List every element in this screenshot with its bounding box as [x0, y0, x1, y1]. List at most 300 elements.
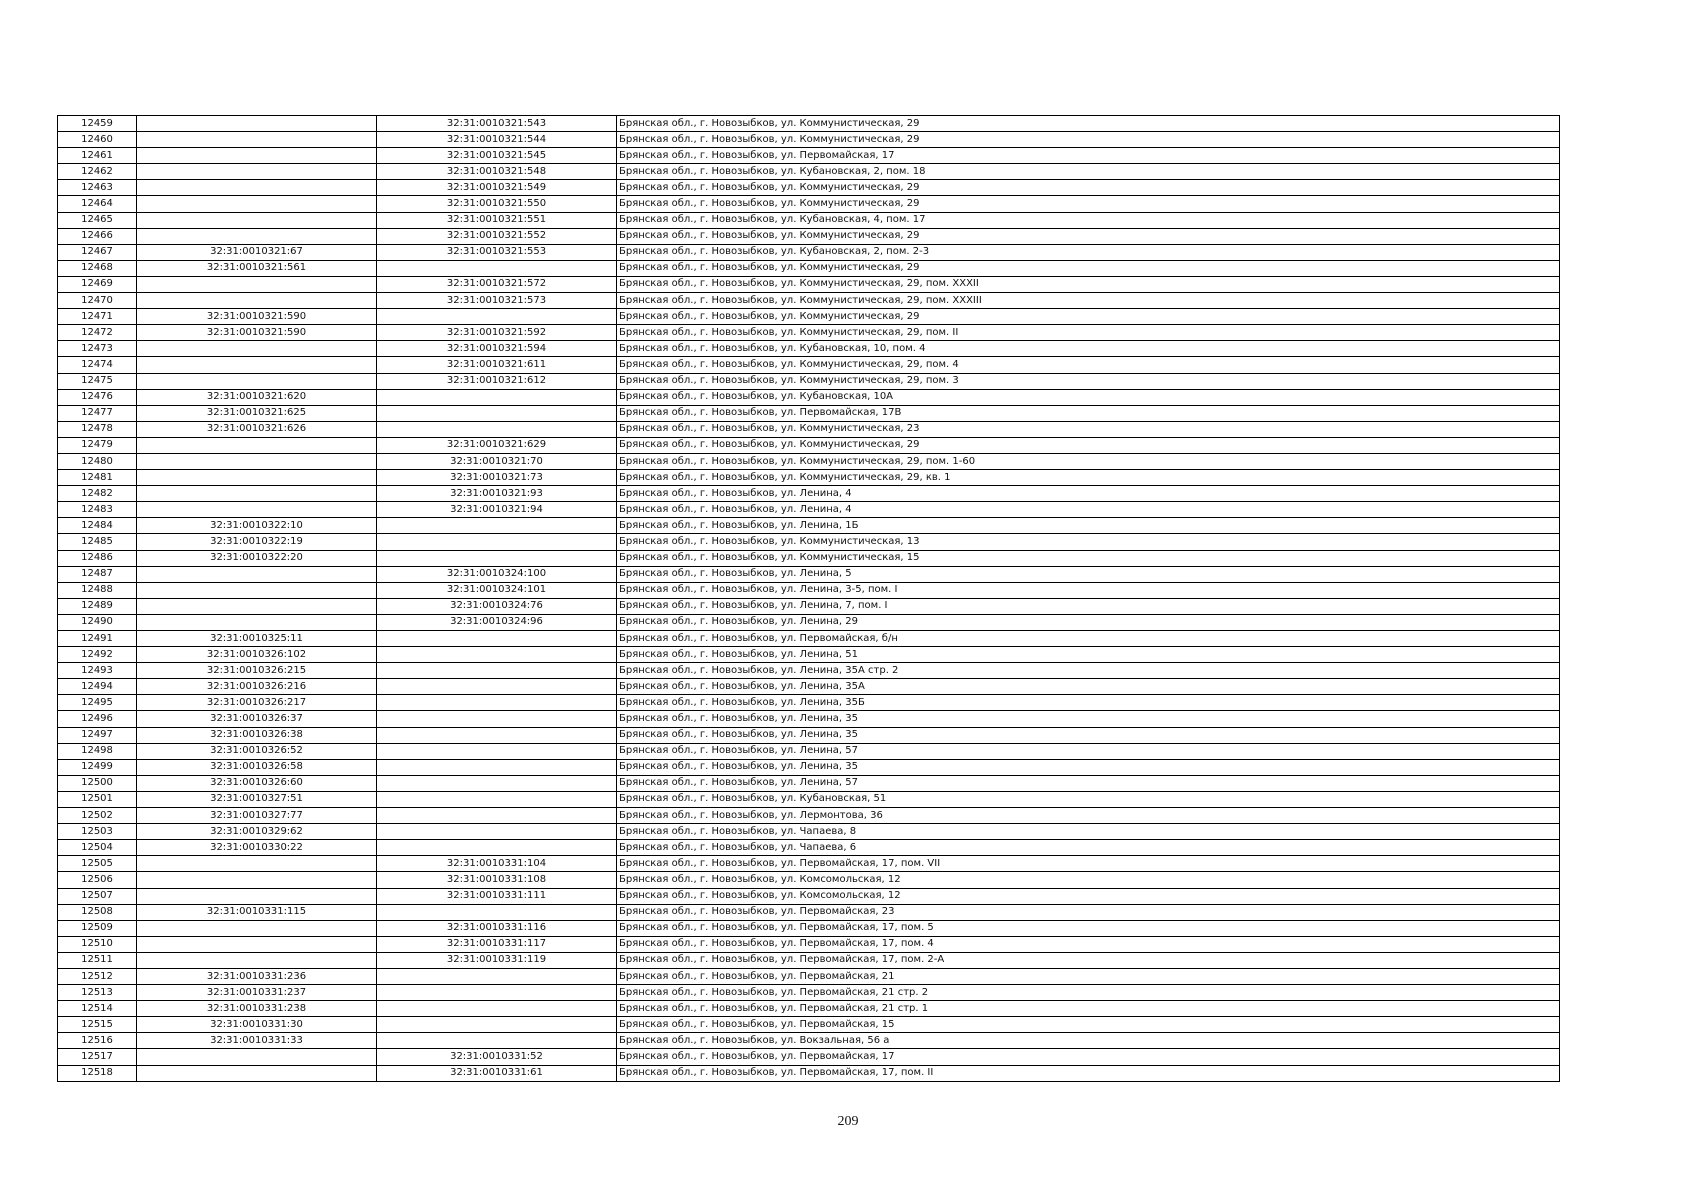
building-cadastral-number-cell — [377, 840, 617, 856]
address-cell: Брянская обл., г. Новозыбков, ул. Кубановская, 2, пом. 18 — [617, 164, 1560, 180]
row-number-cell: 12494 — [58, 679, 137, 695]
row-number-cell: 12467 — [58, 244, 137, 260]
table-row — [58, 582, 1560, 598]
row-number-cell: 12500 — [58, 775, 137, 791]
land-cadastral-number-cell — [137, 293, 377, 309]
table-row — [58, 228, 1560, 244]
land-cadastral-number-cell — [137, 132, 377, 148]
table-row — [58, 405, 1560, 421]
table-row — [58, 679, 1560, 695]
address-cell: Брянская обл., г. Новозыбков, ул. Кубановская, 51 — [617, 791, 1560, 807]
land-cadastral-number-cell — [137, 164, 377, 180]
building-cadastral-number-cell: 32:31:0010321:612 — [377, 373, 617, 389]
building-cadastral-number-cell: 32:31:0010321:572 — [377, 276, 617, 292]
land-cadastral-number-cell — [137, 196, 377, 212]
address-cell: Брянская обл., г. Новозыбков, ул. Коммунистическая, 29 — [617, 260, 1560, 276]
building-cadastral-number-cell — [377, 550, 617, 566]
row-number-cell: 12472 — [58, 325, 137, 341]
building-cadastral-number-cell — [377, 808, 617, 824]
building-cadastral-number-cell — [377, 824, 617, 840]
land-cadastral-number-cell — [137, 341, 377, 357]
address-cell: Брянская обл., г. Новозыбков, ул. Лермонтова, 36 — [617, 808, 1560, 824]
building-cadastral-number-cell — [377, 260, 617, 276]
address-cell: Брянская обл., г. Новозыбков, ул. Коммунистическая, 29, пом. 1-60 — [617, 453, 1560, 469]
row-number-cell: 12517 — [58, 1049, 137, 1065]
address-cell: Брянская обл., г. Новозыбков, ул. Кубановская, 2, пом. 2-3 — [617, 244, 1560, 260]
address-cell: Брянская обл., г. Новозыбков, ул. Ленина, 7, пом. I — [617, 598, 1560, 614]
land-cadastral-number-cell: 32:31:0010326:216 — [137, 679, 377, 695]
building-cadastral-number-cell: 32:31:0010331:52 — [377, 1049, 617, 1065]
table-row — [58, 566, 1560, 582]
building-cadastral-number-cell — [377, 775, 617, 791]
table-row — [58, 808, 1560, 824]
table-row — [58, 325, 1560, 341]
address-cell: Брянская обл., г. Новозыбков, ул. Первомайская, 17 — [617, 148, 1560, 164]
land-cadastral-number-cell: 32:31:0010322:19 — [137, 534, 377, 550]
address-cell: Брянская обл., г. Новозыбков, ул. Ленина, 35 — [617, 711, 1560, 727]
address-cell: Брянская обл., г. Новозыбков, ул. Коммунистическая, 29, пом. XXXII — [617, 276, 1560, 292]
land-cadastral-number-cell — [137, 614, 377, 630]
address-cell: Брянская обл., г. Новозыбков, ул. Ленина, 35А стр. 2 — [617, 663, 1560, 679]
land-cadastral-number-cell — [137, 180, 377, 196]
address-cell: Брянская обл., г. Новозыбков, ул. Коммунистическая, 15 — [617, 550, 1560, 566]
address-cell: Брянская обл., г. Новозыбков, ул. Коммунистическая, 29, пом. XXXIII — [617, 293, 1560, 309]
table-row — [58, 968, 1560, 984]
row-number-cell: 12484 — [58, 518, 137, 534]
table-row — [58, 453, 1560, 469]
row-number-cell: 12499 — [58, 759, 137, 775]
address-cell: Брянская обл., г. Новозыбков, ул. Чапаева, 8 — [617, 824, 1560, 840]
address-cell: Брянская обл., г. Новозыбков, ул. Первомайская, 21 — [617, 968, 1560, 984]
land-cadastral-number-cell — [137, 936, 377, 952]
land-cadastral-number-cell: 32:31:0010331:115 — [137, 904, 377, 920]
building-cadastral-number-cell — [377, 985, 617, 1001]
table-row — [58, 212, 1560, 228]
land-cadastral-number-cell — [137, 212, 377, 228]
row-number-cell: 12466 — [58, 228, 137, 244]
building-cadastral-number-cell — [377, 679, 617, 695]
land-cadastral-number-cell — [137, 582, 377, 598]
land-cadastral-number-cell: 32:31:0010326:102 — [137, 647, 377, 663]
building-cadastral-number-cell — [377, 421, 617, 437]
address-cell: Брянская обл., г. Новозыбков, ул. Ленина, 4 — [617, 502, 1560, 518]
land-cadastral-number-cell — [137, 470, 377, 486]
row-number-cell: 12514 — [58, 1001, 137, 1017]
land-cadastral-number-cell — [137, 502, 377, 518]
building-cadastral-number-cell — [377, 904, 617, 920]
land-cadastral-number-cell: 32:31:0010327:77 — [137, 808, 377, 824]
row-number-cell: 12459 — [58, 116, 137, 132]
building-cadastral-number-cell: 32:31:0010321:553 — [377, 244, 617, 260]
address-cell: Брянская обл., г. Новозыбков, ул. Первомайская, 23 — [617, 904, 1560, 920]
row-number-cell: 12462 — [58, 164, 137, 180]
address-cell: Брянская обл., г. Новозыбков, ул. Ленина, 5 — [617, 566, 1560, 582]
land-cadastral-number-cell: 32:31:0010331:236 — [137, 968, 377, 984]
land-cadastral-number-cell — [137, 437, 377, 453]
row-number-cell: 12464 — [58, 196, 137, 212]
land-cadastral-number-cell — [137, 920, 377, 936]
land-cadastral-number-cell — [137, 856, 377, 872]
land-cadastral-number-cell: 32:31:0010322:10 — [137, 518, 377, 534]
row-number-cell: 12495 — [58, 695, 137, 711]
row-number-cell: 12512 — [58, 968, 137, 984]
address-cell: Брянская обл., г. Новозыбков, ул. Коммунистическая, 29 — [617, 180, 1560, 196]
row-number-cell: 12478 — [58, 421, 137, 437]
row-number-cell: 12504 — [58, 840, 137, 856]
land-cadastral-number-cell: 32:31:0010321:626 — [137, 421, 377, 437]
address-cell: Брянская обл., г. Новозыбков, ул. Кубановская, 10, пом. 4 — [617, 341, 1560, 357]
table-row — [58, 727, 1560, 743]
table-row — [58, 743, 1560, 759]
row-number-cell: 12471 — [58, 309, 137, 325]
row-number-cell: 12481 — [58, 470, 137, 486]
land-cadastral-number-cell — [137, 1049, 377, 1065]
building-cadastral-number-cell: 32:31:0010321:594 — [377, 341, 617, 357]
building-cadastral-number-cell — [377, 663, 617, 679]
table-row — [58, 470, 1560, 486]
row-number-cell: 12489 — [58, 598, 137, 614]
address-cell: Брянская обл., г. Новозыбков, ул. Коммунистическая, 29, кв. 1 — [617, 470, 1560, 486]
land-cadastral-number-cell — [137, 486, 377, 502]
row-number-cell: 12483 — [58, 502, 137, 518]
address-cell: Брянская обл., г. Новозыбков, ул. Ленина, 35А — [617, 679, 1560, 695]
land-cadastral-number-cell: 32:31:0010321:590 — [137, 309, 377, 325]
address-cell: Брянская обл., г. Новозыбков, ул. Первомайская, 21 стр. 2 — [617, 985, 1560, 1001]
land-cadastral-number-cell — [137, 952, 377, 968]
address-cell: Брянская обл., г. Новозыбков, ул. Первомайская, 17, пом. 2-А — [617, 952, 1560, 968]
land-cadastral-number-cell: 32:31:0010321:620 — [137, 389, 377, 405]
table-row — [58, 293, 1560, 309]
land-cadastral-number-cell — [137, 148, 377, 164]
row-number-cell: 12503 — [58, 824, 137, 840]
land-cadastral-number-cell: 32:31:0010322:20 — [137, 550, 377, 566]
row-number-cell: 12516 — [58, 1033, 137, 1049]
land-cadastral-number-cell — [137, 228, 377, 244]
table-row — [58, 180, 1560, 196]
building-cadastral-number-cell: 32:31:0010321:94 — [377, 502, 617, 518]
table-row — [58, 647, 1560, 663]
table-row — [58, 985, 1560, 1001]
land-cadastral-number-cell — [137, 566, 377, 582]
row-number-cell: 12493 — [58, 663, 137, 679]
address-cell: Брянская обл., г. Новозыбков, ул. Коммунистическая, 29 — [617, 116, 1560, 132]
table-row — [58, 148, 1560, 164]
table-row — [58, 486, 1560, 502]
page-number: 209 — [837, 1114, 859, 1129]
address-cell: Брянская обл., г. Новозыбков, ул. Ленина, 4 — [617, 486, 1560, 502]
land-cadastral-number-cell: 32:31:0010321:590 — [137, 325, 377, 341]
table-row — [58, 550, 1560, 566]
table-row — [58, 421, 1560, 437]
row-number-cell: 12460 — [58, 132, 137, 148]
table-row — [58, 502, 1560, 518]
building-cadastral-number-cell — [377, 1017, 617, 1033]
row-number-cell: 12505 — [58, 856, 137, 872]
row-number-cell: 12461 — [58, 148, 137, 164]
row-number-cell: 12475 — [58, 373, 137, 389]
table-row — [58, 824, 1560, 840]
land-cadastral-number-cell: 32:31:0010326:58 — [137, 759, 377, 775]
table-row — [58, 357, 1560, 373]
row-number-cell: 12501 — [58, 791, 137, 807]
table-row — [58, 341, 1560, 357]
table-row — [58, 276, 1560, 292]
building-cadastral-number-cell: 32:31:0010331:61 — [377, 1065, 617, 1081]
building-cadastral-number-cell: 32:31:0010321:548 — [377, 164, 617, 180]
registry-table-body — [58, 116, 1560, 1082]
building-cadastral-number-cell — [377, 647, 617, 663]
row-number-cell: 12490 — [58, 614, 137, 630]
table-row — [58, 373, 1560, 389]
address-cell: Брянская обл., г. Новозыбков, ул. Коммунистическая, 29 — [617, 132, 1560, 148]
address-cell: Брянская обл., г. Новозыбков, ул. Первомайская, б/н — [617, 631, 1560, 647]
table-row — [58, 663, 1560, 679]
building-cadastral-number-cell: 32:31:0010331:117 — [377, 936, 617, 952]
building-cadastral-number-cell: 32:31:0010324:100 — [377, 566, 617, 582]
row-number-cell: 12515 — [58, 1017, 137, 1033]
row-number-cell: 12473 — [58, 341, 137, 357]
row-number-cell: 12474 — [58, 357, 137, 373]
address-cell: Брянская обл., г. Новозыбков, ул. Ленина, 35 — [617, 759, 1560, 775]
address-cell: Брянская обл., г. Новозыбков, ул. Коммунистическая, 29, пом. 4 — [617, 357, 1560, 373]
table-row — [58, 695, 1560, 711]
address-cell: Брянская обл., г. Новозыбков, ул. Ленина, 1Б — [617, 518, 1560, 534]
land-cadastral-number-cell: 32:31:0010326:217 — [137, 695, 377, 711]
land-cadastral-number-cell: 32:31:0010331:237 — [137, 985, 377, 1001]
address-cell: Брянская обл., г. Новозыбков, ул. Первомайская, 21 стр. 1 — [617, 1001, 1560, 1017]
row-number-cell: 12498 — [58, 743, 137, 759]
table-row — [58, 631, 1560, 647]
land-cadastral-number-cell — [137, 357, 377, 373]
land-cadastral-number-cell: 32:31:0010331:33 — [137, 1033, 377, 1049]
row-number-cell: 12510 — [58, 936, 137, 952]
land-cadastral-number-cell: 32:31:0010321:67 — [137, 244, 377, 260]
address-cell: Брянская обл., г. Новозыбков, ул. Ленина, 29 — [617, 614, 1560, 630]
address-cell: Брянская обл., г. Новозыбков, ул. Коммунистическая, 29, пом. 3 — [617, 373, 1560, 389]
address-cell: Брянская обл., г. Новозыбков, ул. Ленина, 35 — [617, 727, 1560, 743]
table-row — [58, 260, 1560, 276]
land-cadastral-number-cell: 32:31:0010326:52 — [137, 743, 377, 759]
address-cell: Брянская обл., г. Новозыбков, ул. Кубановская, 4, пом. 17 — [617, 212, 1560, 228]
row-number-cell: 12506 — [58, 872, 137, 888]
building-cadastral-number-cell — [377, 1001, 617, 1017]
building-cadastral-number-cell: 32:31:0010321:543 — [377, 116, 617, 132]
row-number-cell: 12468 — [58, 260, 137, 276]
building-cadastral-number-cell: 32:31:0010331:111 — [377, 888, 617, 904]
land-cadastral-number-cell — [137, 888, 377, 904]
row-number-cell: 12491 — [58, 631, 137, 647]
land-cadastral-number-cell: 32:31:0010330:22 — [137, 840, 377, 856]
table-row — [58, 1033, 1560, 1049]
address-cell: Брянская обл., г. Новозыбков, ул. Ленина, 51 — [617, 647, 1560, 663]
address-cell: Брянская обл., г. Новозыбков, ул. Первомайская, 17, пом. 5 — [617, 920, 1560, 936]
table-row — [58, 1001, 1560, 1017]
building-cadastral-number-cell: 32:31:0010321:611 — [377, 357, 617, 373]
address-cell: Брянская обл., г. Новозыбков, ул. Ленина, 57 — [617, 775, 1560, 791]
address-cell: Брянская обл., г. Новозыбков, ул. Коммунистическая, 29, пом. II — [617, 325, 1560, 341]
row-number-cell: 12488 — [58, 582, 137, 598]
table-row — [58, 1065, 1560, 1081]
table-row — [58, 856, 1560, 872]
address-cell: Брянская обл., г. Новозыбков, ул. Ленина, 57 — [617, 743, 1560, 759]
land-cadastral-number-cell — [137, 373, 377, 389]
row-number-cell: 12509 — [58, 920, 137, 936]
address-cell: Брянская обл., г. Новозыбков, ул. Вокзальная, 56 а — [617, 1033, 1560, 1049]
row-number-cell: 12518 — [58, 1065, 137, 1081]
table-row — [58, 1017, 1560, 1033]
row-number-cell: 12469 — [58, 276, 137, 292]
land-cadastral-number-cell: 32:31:0010329:62 — [137, 824, 377, 840]
building-cadastral-number-cell: 32:31:0010321:70 — [377, 453, 617, 469]
land-cadastral-number-cell: 32:31:0010331:30 — [137, 1017, 377, 1033]
table-row — [58, 196, 1560, 212]
building-cadastral-number-cell — [377, 534, 617, 550]
address-cell: Брянская обл., г. Новозыбков, ул. Коммунистическая, 13 — [617, 534, 1560, 550]
address-cell: Брянская обл., г. Новозыбков, ул. Коммунистическая, 23 — [617, 421, 1560, 437]
address-cell: Брянская обл., г. Новозыбков, ул. Первомайская, 17 — [617, 1049, 1560, 1065]
land-cadastral-number-cell: 32:31:0010327:51 — [137, 791, 377, 807]
table-row — [58, 840, 1560, 856]
address-cell: Брянская обл., г. Новозыбков, ул. Ленина, 35Б — [617, 695, 1560, 711]
table-row — [58, 389, 1560, 405]
row-number-cell: 12486 — [58, 550, 137, 566]
building-cadastral-number-cell — [377, 309, 617, 325]
building-cadastral-number-cell — [377, 727, 617, 743]
row-number-cell: 12465 — [58, 212, 137, 228]
row-number-cell: 12482 — [58, 486, 137, 502]
building-cadastral-number-cell: 32:31:0010321:552 — [377, 228, 617, 244]
table-row — [58, 775, 1560, 791]
building-cadastral-number-cell: 32:31:0010321:545 — [377, 148, 617, 164]
table-row — [58, 309, 1560, 325]
land-cadastral-number-cell: 32:31:0010321:561 — [137, 260, 377, 276]
building-cadastral-number-cell: 32:31:0010324:96 — [377, 614, 617, 630]
table-row — [58, 711, 1560, 727]
table-row — [58, 534, 1560, 550]
table-row — [58, 759, 1560, 775]
building-cadastral-number-cell — [377, 518, 617, 534]
building-cadastral-number-cell: 32:31:0010324:76 — [377, 598, 617, 614]
address-cell: Брянская обл., г. Новозыбков, ул. Коммунистическая, 29 — [617, 196, 1560, 212]
address-cell: Брянская обл., г. Новозыбков, ул. Первомайская, 17, пом. II — [617, 1065, 1560, 1081]
row-number-cell: 12492 — [58, 647, 137, 663]
building-cadastral-number-cell: 32:31:0010331:108 — [377, 872, 617, 888]
table-row — [58, 920, 1560, 936]
land-cadastral-number-cell: 32:31:0010326:37 — [137, 711, 377, 727]
registry-table — [57, 115, 1560, 1082]
table-row — [58, 791, 1560, 807]
building-cadastral-number-cell: 32:31:0010321:629 — [377, 437, 617, 453]
address-cell: Брянская обл., г. Новозыбков, ул. Первомайская, 17, пом. VII — [617, 856, 1560, 872]
building-cadastral-number-cell — [377, 759, 617, 775]
row-number-cell: 12496 — [58, 711, 137, 727]
row-number-cell: 12470 — [58, 293, 137, 309]
land-cadastral-number-cell — [137, 276, 377, 292]
land-cadastral-number-cell: 32:31:0010326:38 — [137, 727, 377, 743]
land-cadastral-number-cell: 32:31:0010326:60 — [137, 775, 377, 791]
building-cadastral-number-cell: 32:31:0010331:119 — [377, 952, 617, 968]
building-cadastral-number-cell — [377, 389, 617, 405]
table-row — [58, 872, 1560, 888]
row-number-cell: 12476 — [58, 389, 137, 405]
land-cadastral-number-cell: 32:31:0010326:215 — [137, 663, 377, 679]
address-cell: Брянская обл., г. Новозыбков, ул. Первомайская, 17В — [617, 405, 1560, 421]
row-number-cell: 12502 — [58, 808, 137, 824]
building-cadastral-number-cell: 32:31:0010331:104 — [377, 856, 617, 872]
address-cell: Брянская обл., г. Новозыбков, ул. Кубановская, 10А — [617, 389, 1560, 405]
address-cell: Брянская обл., г. Новозыбков, ул. Чапаева, 6 — [617, 840, 1560, 856]
table-row — [58, 936, 1560, 952]
building-cadastral-number-cell: 32:31:0010321:592 — [377, 325, 617, 341]
building-cadastral-number-cell: 32:31:0010321:551 — [377, 212, 617, 228]
building-cadastral-number-cell: 32:31:0010331:116 — [377, 920, 617, 936]
building-cadastral-number-cell: 32:31:0010321:73 — [377, 470, 617, 486]
table-row — [58, 1049, 1560, 1065]
building-cadastral-number-cell — [377, 405, 617, 421]
land-cadastral-number-cell: 32:31:0010321:625 — [137, 405, 377, 421]
land-cadastral-number-cell: 32:31:0010325:11 — [137, 631, 377, 647]
land-cadastral-number-cell — [137, 872, 377, 888]
building-cadastral-number-cell: 32:31:0010321:93 — [377, 486, 617, 502]
row-number-cell: 12479 — [58, 437, 137, 453]
building-cadastral-number-cell: 32:31:0010321:550 — [377, 196, 617, 212]
row-number-cell: 12487 — [58, 566, 137, 582]
row-number-cell: 12497 — [58, 727, 137, 743]
building-cadastral-number-cell: 32:31:0010321:573 — [377, 293, 617, 309]
address-cell: Брянская обл., г. Новозыбков, ул. Коммунистическая, 29 — [617, 228, 1560, 244]
table-row — [58, 888, 1560, 904]
building-cadastral-number-cell — [377, 631, 617, 647]
address-cell: Брянская обл., г. Новозыбков, ул. Коммунистическая, 29 — [617, 309, 1560, 325]
building-cadastral-number-cell: 32:31:0010324:101 — [377, 582, 617, 598]
table-row — [58, 116, 1560, 132]
building-cadastral-number-cell: 32:31:0010321:549 — [377, 180, 617, 196]
building-cadastral-number-cell: 32:31:0010321:544 — [377, 132, 617, 148]
row-number-cell: 12485 — [58, 534, 137, 550]
building-cadastral-number-cell — [377, 711, 617, 727]
land-cadastral-number-cell — [137, 1065, 377, 1081]
row-number-cell: 12511 — [58, 952, 137, 968]
table-row — [58, 952, 1560, 968]
building-cadastral-number-cell — [377, 1033, 617, 1049]
table-row — [58, 904, 1560, 920]
row-number-cell: 12513 — [58, 985, 137, 1001]
table-row — [58, 518, 1560, 534]
address-cell: Брянская обл., г. Новозыбков, ул. Первомайская, 15 — [617, 1017, 1560, 1033]
land-cadastral-number-cell — [137, 598, 377, 614]
address-cell: Брянская обл., г. Новозыбков, ул. Комсомольская, 12 — [617, 888, 1560, 904]
address-cell: Брянская обл., г. Новозыбков, ул. Коммунистическая, 29 — [617, 437, 1560, 453]
row-number-cell: 12480 — [58, 453, 137, 469]
building-cadastral-number-cell — [377, 968, 617, 984]
address-cell: Брянская обл., г. Новозыбков, ул. Первомайская, 17, пом. 4 — [617, 936, 1560, 952]
land-cadastral-number-cell: 32:31:0010331:238 — [137, 1001, 377, 1017]
land-cadastral-number-cell — [137, 453, 377, 469]
building-cadastral-number-cell — [377, 791, 617, 807]
row-number-cell: 12508 — [58, 904, 137, 920]
row-number-cell: 12463 — [58, 180, 137, 196]
row-number-cell: 12477 — [58, 405, 137, 421]
table-row — [58, 132, 1560, 148]
land-cadastral-number-cell — [137, 116, 377, 132]
table-row — [58, 244, 1560, 260]
table-row — [58, 614, 1560, 630]
address-cell: Брянская обл., г. Новозыбков, ул. Ленина, 3-5, пом. I — [617, 582, 1560, 598]
table-row — [58, 598, 1560, 614]
row-number-cell: 12507 — [58, 888, 137, 904]
table-row — [58, 164, 1560, 180]
address-cell: Брянская обл., г. Новозыбков, ул. Комсомольская, 12 — [617, 872, 1560, 888]
